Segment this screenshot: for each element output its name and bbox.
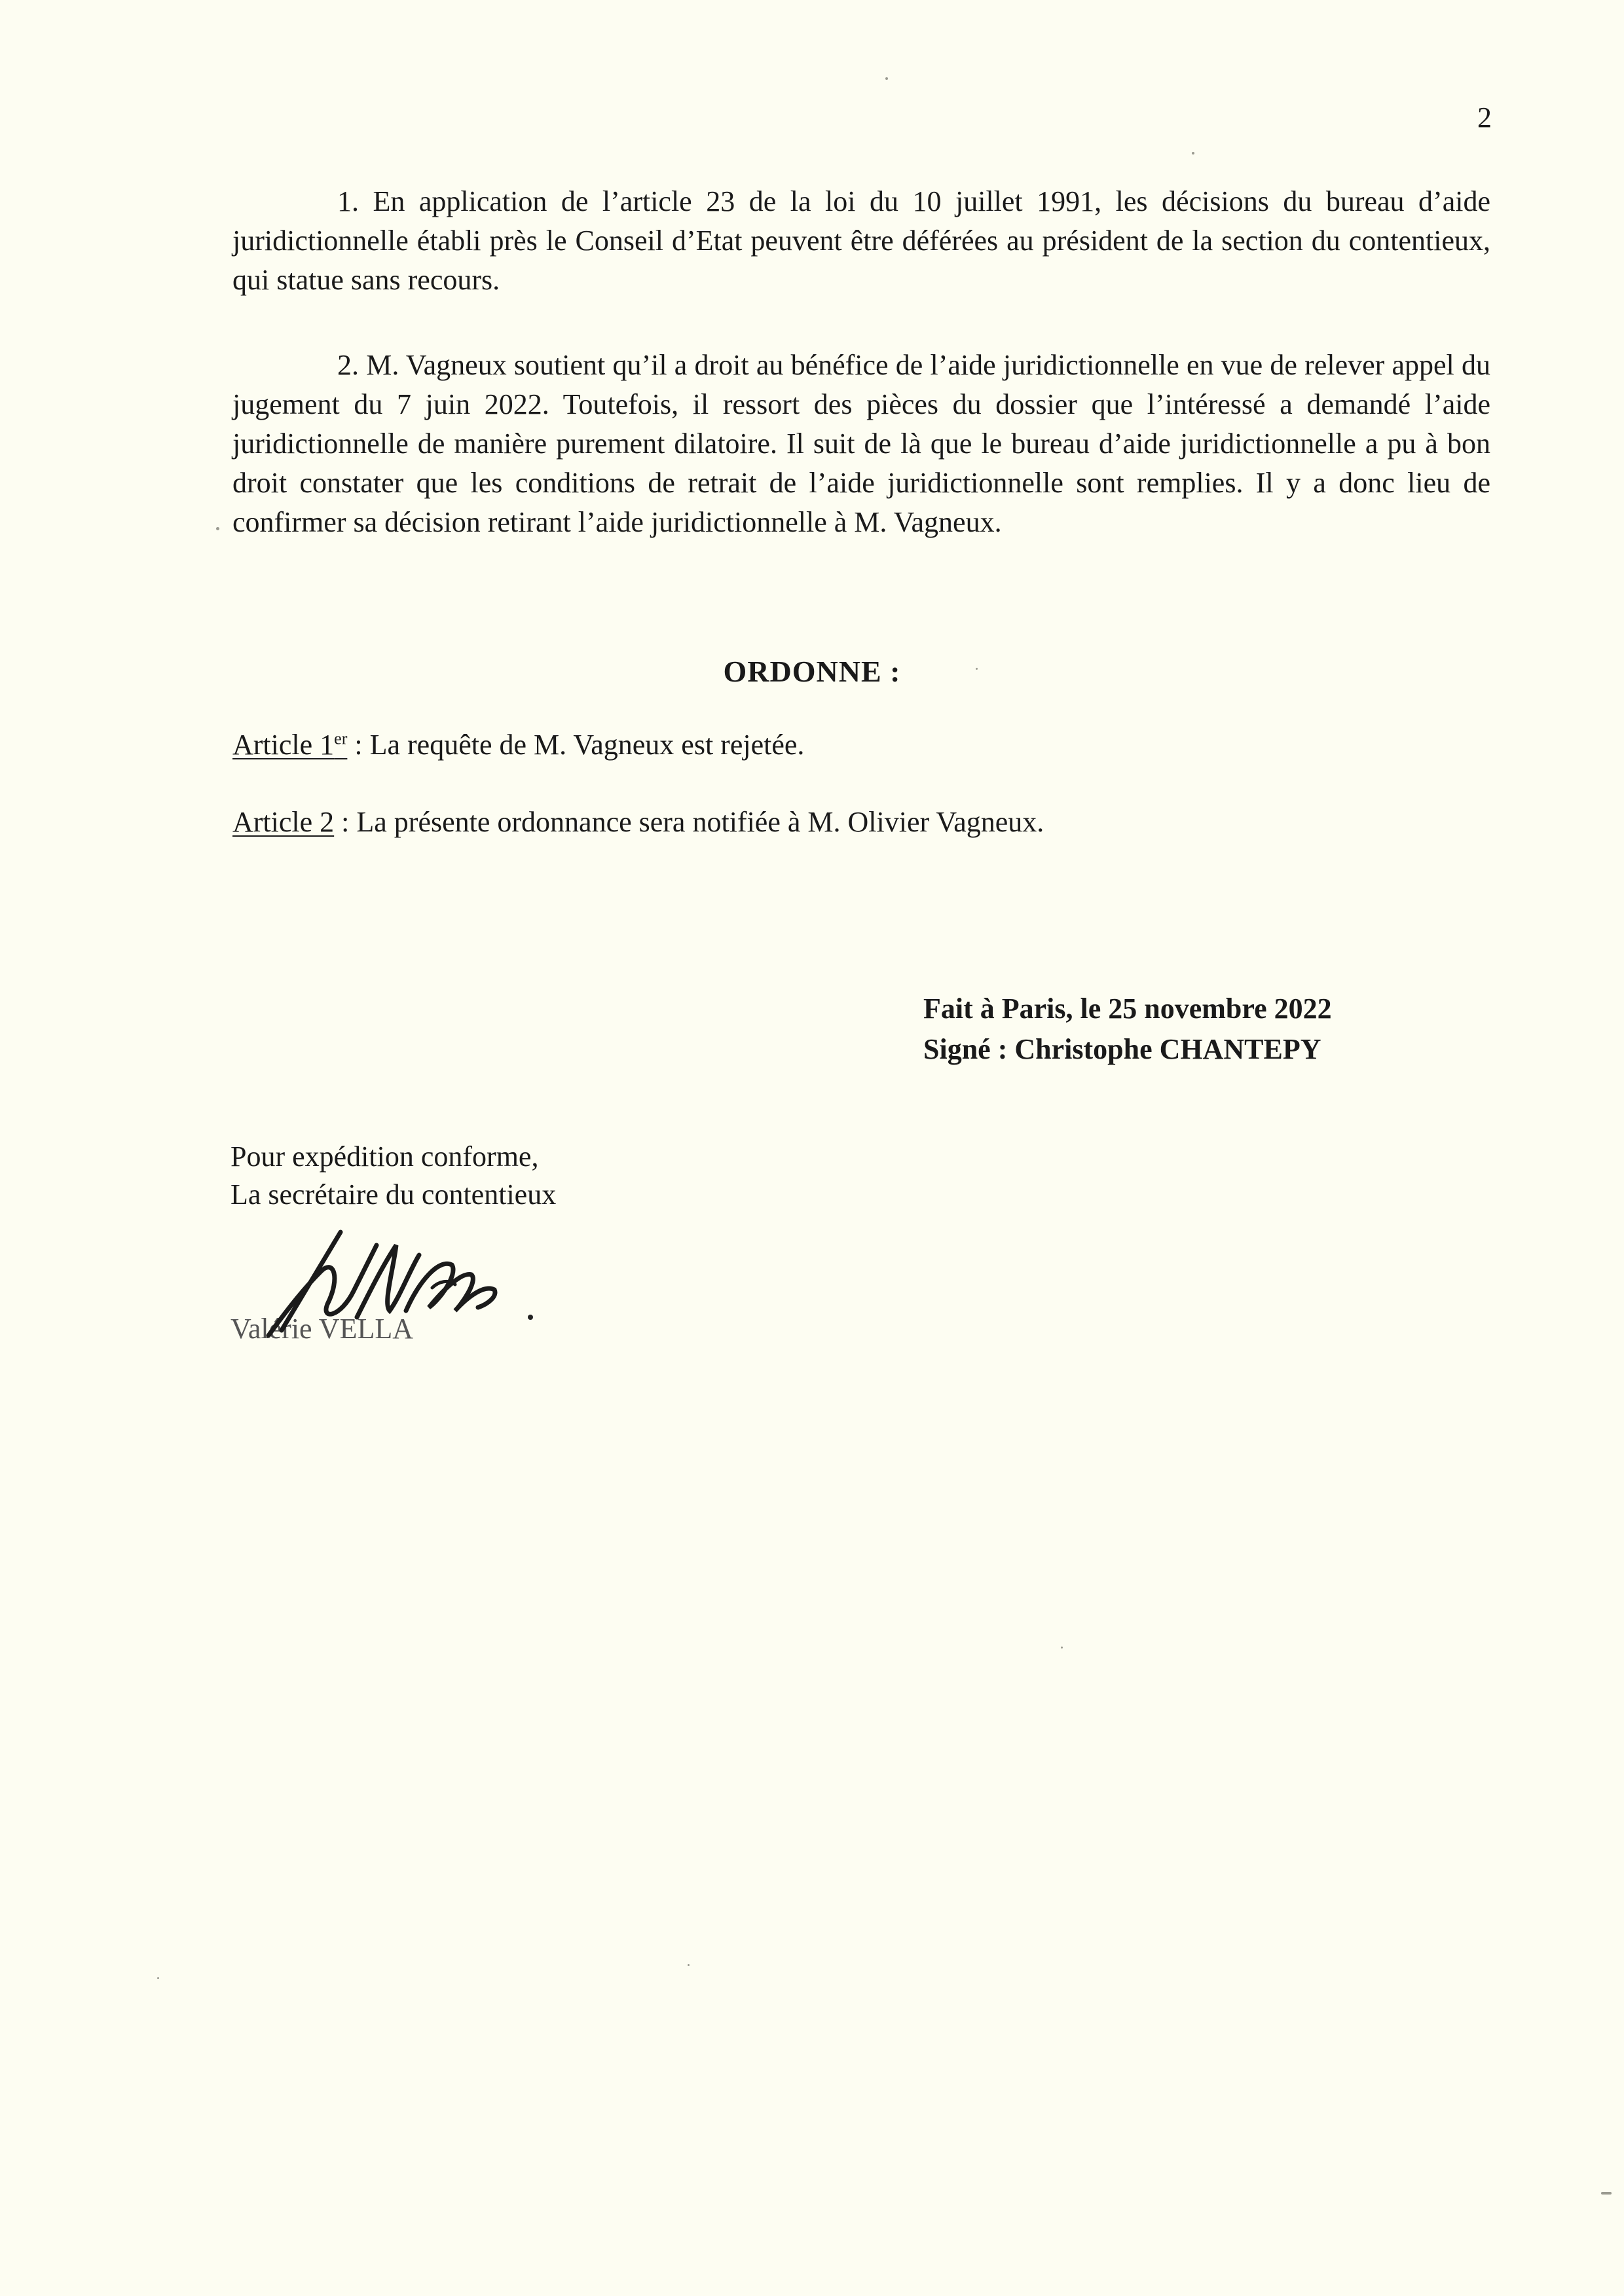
article-2-ref: Article 2 (232, 806, 335, 838)
handwritten-signature (242, 1219, 544, 1350)
paragraph-2: 2. M. Vagneux soutient qu’il a droit au bénéfice de l’aide juridictionnelle en vue de relever appel du jugement du 7 juin 2022. Toutefois, il ressort des pièces du dossier que l’intéressé a demandé l’aide juridictionnelle de manière purement dilatoire. Il suit de là que le bureau d’aide juridictionnelle a pu à bon droit constater que les conditions de retrait de l’aide juridictionnelle sont remplies. Il y a donc lieu de confirmer sa décision retirant l’aide juridictionnelle à M. Vagneux. (232, 349, 1490, 538)
place-date: Fait à Paris, le 25 novembre 2022 (923, 993, 1332, 1025)
article-1-ref-label: Article 1 (232, 729, 335, 761)
signature-block (923, 989, 1332, 1070)
article-2 (232, 803, 1490, 842)
article-1 (232, 725, 1490, 765)
article-1-ref-sup: er (334, 729, 348, 748)
ordonne-heading: ORDONNE : (723, 655, 901, 688)
expedition-block (231, 1138, 556, 1214)
article-1-ref (232, 729, 347, 761)
page-number: 2 (1477, 101, 1492, 134)
article-1-text: : La requête de M. Vagneux est rejetée. (347, 729, 805, 761)
secretary-name: Valérie VELLA (231, 1313, 413, 1345)
signed-by: Signé : Christophe CHANTEPY (923, 1033, 1321, 1065)
expedition-line-1: Pour expédition conforme, (231, 1140, 539, 1173)
paragraph-1: 1. En application de l’article 23 de la loi du 10 juillet 1991, les décisions du bureau d’aide juridictionnelle établi près le Conseil d’Etat peuvent être déférées au président de la section du contentieux, qui statue sans recours. (232, 185, 1490, 296)
article-2-text: : La présente ordonnance sera notifiée à M. Olivier Vagneux. (334, 806, 1044, 838)
expedition-line-2: La secrétaire du contentieux (231, 1178, 557, 1211)
